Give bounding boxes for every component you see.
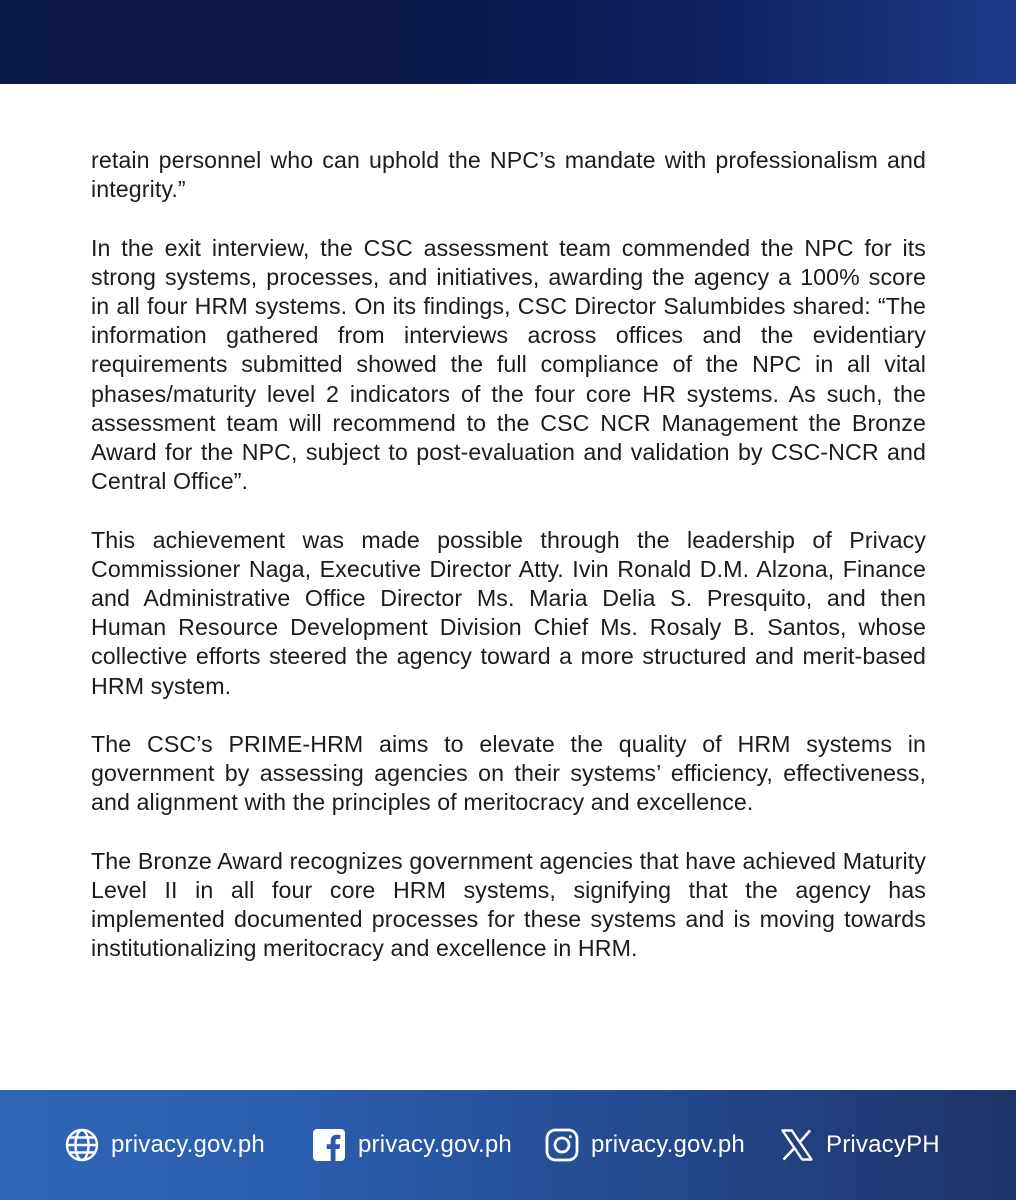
x-link-label: PrivacyPH [826,1131,940,1158]
article-paragraph: The CSC’s PRIME-HRM aims to elevate the quality of HRM systems in government by assessing agencies on their systems’ efficiency, effectiveness, and alignment with the principles of meritocracy and excellence. [91,731,926,816]
footer-bar [0,1090,1016,1200]
article-paragraph: In the exit interview, the CSC assessment team commended the NPC for its strong systems, processes, and initiatives, awarding the agency a 100% score in all four HRM systems. On its findings, CSC Director Salumbides shared: “The information gathered from interviews across offices and the evidentiary requirements submitted showed the full compliance of the NPC in all vital phases/maturity level 2 indicators of the four core HR systems. As such, the assessment team will recommend to the CSC NCR Management the Bronze Award for the NPC, subject to post-evaluation and validation by CSC-NCR and Central Office”. [91,234,926,495]
globe-icon [64,1127,100,1163]
instagram-icon [544,1127,580,1163]
instagram-link-label: privacy.gov.ph [591,1131,745,1158]
facebook-link-label: privacy.gov.ph [358,1131,512,1158]
article-paragraph: The Bronze Award recognizes government agencies that have achieved Maturity Level II in all four core HRM systems, signifying that the agency has implemented documented processes for these systems and is moving towards institutionalizing meritocracy and excellence in HRM. [91,847,926,962]
article-body [91,146,926,993]
website-link[interactable] [64,1090,265,1200]
article-paragraph: This achievement was made possible through the leadership of Privacy Commissioner Naga, Executive Director Atty. Ivin Ronald D.M. Alzona, Finance and Administrative Office Director Ms. Maria Delia S. Presquito, and then Human Resource Development Division Chief Ms. Rosaly B. Santos, whose collective efforts steered the agency toward a more structured and merit-based HRM system. [91,526,926,699]
facebook-link[interactable] [311,1090,512,1200]
x-icon [779,1127,815,1163]
instagram-link[interactable] [544,1090,745,1200]
header-band [0,0,1016,84]
facebook-icon [311,1127,347,1163]
x-link[interactable] [779,1090,940,1200]
article-paragraph: retain personnel who can uphold the NPC’s mandate with professionalism and integrity.” [91,147,926,203]
website-link-label: privacy.gov.ph [111,1131,265,1158]
